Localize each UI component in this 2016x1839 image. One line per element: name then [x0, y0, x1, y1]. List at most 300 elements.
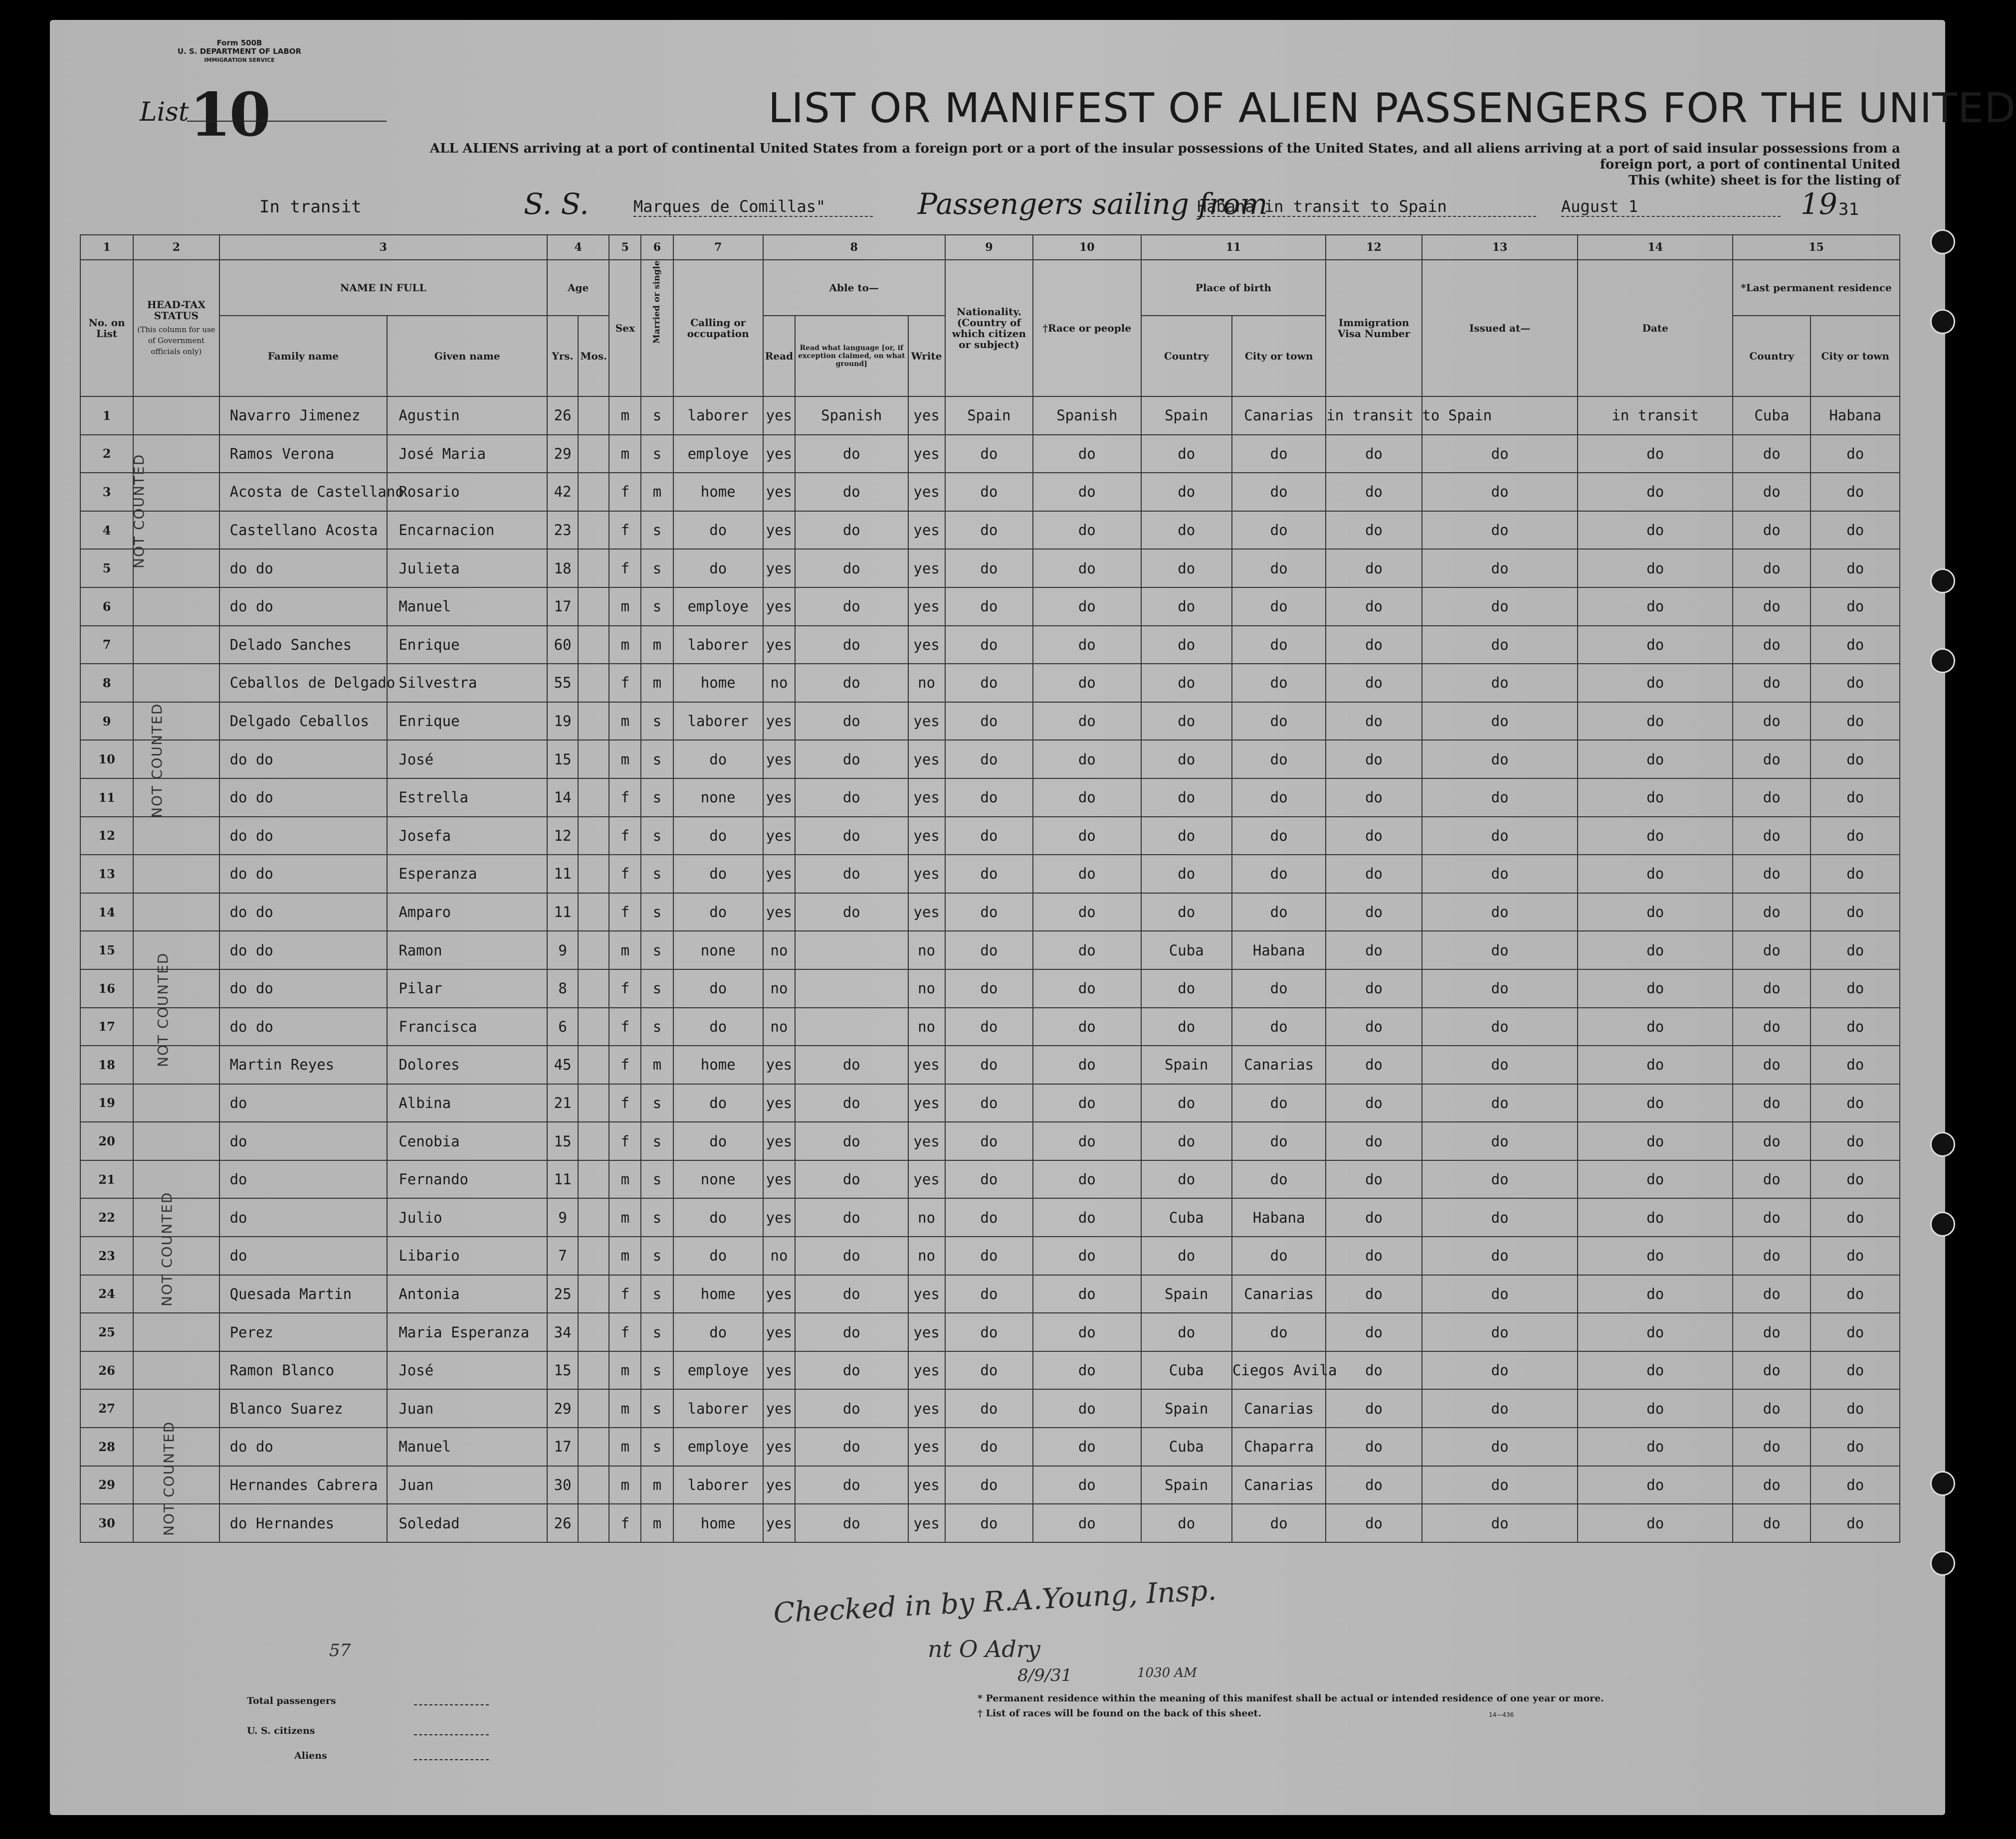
sex: f	[609, 778, 641, 817]
table-row	[80, 511, 1900, 550]
marital-status: m	[641, 626, 673, 664]
age-months	[578, 396, 609, 435]
race: do	[1033, 626, 1141, 664]
marital-status: m	[641, 1046, 673, 1084]
race: do	[1033, 1237, 1141, 1275]
family-name: do do	[219, 587, 388, 626]
birth-city: do	[1232, 473, 1326, 511]
row-number: 14	[80, 893, 133, 931]
age-years: 29	[547, 435, 578, 473]
age-months	[578, 702, 609, 740]
nationality: do	[945, 1122, 1033, 1160]
head-tax-note: (This column for use of Government officials only)	[137, 325, 215, 356]
given-name: Cenobia	[387, 1122, 547, 1160]
age-years: 19	[547, 702, 578, 740]
visa-number: do	[1326, 1008, 1421, 1046]
occupation: do	[673, 893, 763, 931]
race: Spanish	[1033, 396, 1141, 435]
residence-city: do	[1811, 778, 1900, 817]
head-tax-cell	[133, 587, 219, 626]
header-row-1	[80, 260, 1900, 316]
age-years: 21	[547, 1084, 578, 1122]
colnum: 1	[80, 235, 133, 260]
can-write: no	[908, 931, 945, 969]
given-name: Fernando	[387, 1160, 547, 1199]
birth-country: do	[1141, 1237, 1232, 1275]
table-row	[80, 702, 1900, 740]
birth-country: do	[1141, 740, 1232, 778]
read-language	[795, 969, 908, 1008]
binder-hole	[1930, 568, 1955, 593]
occupation: do	[673, 817, 763, 855]
visa-date: do	[1578, 511, 1733, 550]
race: do	[1033, 1084, 1141, 1122]
age-years: 9	[547, 1198, 578, 1237]
age-years: 45	[547, 1046, 578, 1084]
birth-city: Canarias	[1232, 1275, 1326, 1313]
can-write: yes	[908, 778, 945, 817]
given-name: Silvestra	[387, 664, 547, 702]
header-married	[641, 260, 673, 396]
marital-status: m	[641, 473, 673, 511]
marital-status: s	[641, 587, 673, 626]
family-name: Martin Reyes	[219, 1046, 388, 1084]
nationality: do	[945, 855, 1033, 893]
inspector-signature: Checked in by R.A.Young, Insp.	[772, 1574, 1217, 1630]
header-sex: Sex	[609, 260, 641, 396]
ship-name: Marques de Comillas"	[633, 197, 873, 217]
can-read: no	[763, 1237, 795, 1275]
read-language: do	[795, 1198, 908, 1237]
can-read: yes	[763, 1122, 795, 1160]
visa-date: do	[1578, 1504, 1733, 1542]
residence-city: do	[1811, 473, 1900, 511]
form-code: 14—436	[1489, 1711, 1514, 1718]
family-name: do	[219, 1122, 388, 1160]
sex: m	[609, 1237, 641, 1275]
read-language: do	[795, 1389, 908, 1428]
can-read: yes	[763, 702, 795, 740]
residence-city: do	[1811, 1428, 1900, 1466]
birth-country: do	[1141, 1313, 1232, 1351]
row-number: 10	[80, 740, 133, 778]
race: do	[1033, 435, 1141, 473]
residence-city: do	[1811, 1351, 1900, 1390]
issued-at: do	[1422, 1198, 1578, 1237]
birth-city: do	[1232, 587, 1326, 626]
visa-number: do	[1326, 511, 1421, 550]
age-months	[578, 626, 609, 664]
marital-status: s	[641, 778, 673, 817]
marital-status: s	[641, 396, 673, 435]
row-number: 13	[80, 855, 133, 893]
family-name: Acosta de Castellano	[219, 473, 388, 511]
residence-country: do	[1733, 1428, 1811, 1466]
can-write: yes	[908, 1084, 945, 1122]
visa-number: in transit to Spain	[1326, 396, 1421, 435]
visa-number: do	[1326, 1084, 1421, 1122]
can-write: yes	[908, 1351, 945, 1390]
residence-city: do	[1811, 1275, 1900, 1313]
residence-city: do	[1811, 626, 1900, 664]
residence-city: do	[1811, 1122, 1900, 1160]
page-subtitle	[419, 141, 1900, 188]
age-years: 42	[547, 473, 578, 511]
race: do	[1033, 778, 1141, 817]
birth-city: do	[1232, 435, 1326, 473]
can-write: no	[908, 1237, 945, 1275]
can-read: yes	[763, 817, 795, 855]
table-row	[80, 473, 1900, 511]
sex: m	[609, 1351, 641, 1390]
table-row	[80, 435, 1900, 473]
family-name: Ramon Blanco	[219, 1351, 388, 1390]
department-name: U. S. DEPARTMENT OF LABOR	[177, 47, 302, 56]
birth-country: Spain	[1141, 1275, 1232, 1313]
nationality: do	[945, 1237, 1033, 1275]
residence-country: do	[1733, 1160, 1811, 1199]
visa-date: do	[1578, 817, 1733, 855]
residence-city: do	[1811, 587, 1900, 626]
header-birth-country: Country	[1141, 316, 1232, 396]
header-mos: Mos.	[578, 316, 609, 396]
birth-city: Chaparra	[1232, 1428, 1326, 1466]
can-write: yes	[908, 1160, 945, 1199]
issued-at: do	[1422, 893, 1578, 931]
subtitle-line-1: ALL ALIENS arriving at a port of continental United States from a foreign port or a port of the insular possessions of the United States, and all aliens arriving at a port of said insular possessions from a foreign port, a port of continental United	[429, 141, 1900, 172]
sex: f	[609, 969, 641, 1008]
sex: f	[609, 1504, 641, 1542]
sex: m	[609, 702, 641, 740]
birth-country: do	[1141, 855, 1232, 893]
occupation: none	[673, 931, 763, 969]
head-tax-cell	[133, 931, 219, 969]
age-years: 7	[547, 1237, 578, 1275]
row-number: 28	[80, 1428, 133, 1466]
residence-country: do	[1733, 1504, 1811, 1542]
can-write: no	[908, 664, 945, 702]
sex: f	[609, 893, 641, 931]
binder-hole	[1930, 309, 1955, 334]
read-language: do	[795, 855, 908, 893]
birth-country: do	[1141, 1008, 1232, 1046]
age-months	[578, 740, 609, 778]
row-number: 4	[80, 511, 133, 550]
visa-number: do	[1326, 931, 1421, 969]
table-row	[80, 1351, 1900, 1390]
family-name: do Hernandes	[219, 1504, 388, 1542]
sex: f	[609, 664, 641, 702]
birth-country: do	[1141, 1122, 1232, 1160]
birth-city: do	[1232, 549, 1326, 587]
not-counted-stamp: NOT COUNTED	[155, 952, 171, 1067]
birth-country: Spain	[1141, 1389, 1232, 1428]
colnum: 14	[1578, 235, 1733, 260]
age-months	[578, 1428, 609, 1466]
row-number: 25	[80, 1313, 133, 1351]
can-write: yes	[908, 549, 945, 587]
visa-date: do	[1578, 1198, 1733, 1237]
given-name: José	[387, 740, 547, 778]
header-able-to: Able to—	[763, 260, 945, 316]
nationality: do	[945, 587, 1033, 626]
colnum: 6	[641, 235, 673, 260]
marital-status: s	[641, 1008, 673, 1046]
race: do	[1033, 1351, 1141, 1390]
given-name: Rosario	[387, 473, 547, 511]
residence-country: do	[1733, 1008, 1811, 1046]
read-language: do	[795, 1504, 908, 1542]
sex: m	[609, 1198, 641, 1237]
sex: f	[609, 549, 641, 587]
visa-date: do	[1578, 855, 1733, 893]
family-name: do	[219, 1237, 388, 1275]
birth-country: do	[1141, 435, 1232, 473]
residence-city: do	[1811, 1504, 1900, 1542]
age-years: 12	[547, 817, 578, 855]
age-years: 26	[547, 396, 578, 435]
occupation: employe	[673, 435, 763, 473]
family-name: Quesada Martin	[219, 1275, 388, 1313]
binder-hole	[1930, 1551, 1955, 1576]
given-name: Pilar	[387, 969, 547, 1008]
transit-status: In transit	[259, 197, 362, 217]
read-language: do	[795, 817, 908, 855]
sex: m	[609, 626, 641, 664]
head-tax-cell	[133, 855, 219, 893]
issued-at: do	[1422, 473, 1578, 511]
nationality: do	[945, 1198, 1033, 1237]
race: do	[1033, 1389, 1141, 1428]
can-write: yes	[908, 587, 945, 626]
row-number: 29	[80, 1466, 133, 1504]
birth-country: do	[1141, 1084, 1232, 1122]
family-name: Navarro Jimenez	[219, 396, 388, 435]
given-name: Amparo	[387, 893, 547, 931]
can-read: yes	[763, 740, 795, 778]
can-read: yes	[763, 1084, 795, 1122]
head-tax-cell	[133, 1237, 219, 1275]
family-name: Hernandes Cabrera	[219, 1466, 388, 1504]
age-years: 11	[547, 893, 578, 931]
birth-country: do	[1141, 969, 1232, 1008]
nationality: do	[945, 549, 1033, 587]
header-visa: Immigration Visa Number	[1326, 260, 1421, 396]
year-suffix: 31	[1838, 199, 1859, 219]
nationality: do	[945, 1428, 1033, 1466]
can-write: yes	[908, 1122, 945, 1160]
head-tax-cell	[133, 1351, 219, 1390]
row-number: 1	[80, 396, 133, 435]
marital-status: s	[641, 702, 673, 740]
nationality: do	[945, 778, 1033, 817]
given-name: Dolores	[387, 1046, 547, 1084]
row-number: 12	[80, 817, 133, 855]
visa-number: do	[1326, 893, 1421, 931]
total-passengers-line	[414, 1704, 489, 1705]
family-name: Blanco Suarez	[219, 1389, 388, 1428]
can-read: no	[763, 664, 795, 702]
residence-country: do	[1733, 1351, 1811, 1390]
given-name: Francisca	[387, 1008, 547, 1046]
occupation: do	[673, 1084, 763, 1122]
age-months	[578, 664, 609, 702]
row-number: 22	[80, 1198, 133, 1237]
sex: f	[609, 817, 641, 855]
sex: m	[609, 1160, 641, 1199]
head-tax-cell	[133, 626, 219, 664]
can-read: yes	[763, 1389, 795, 1428]
aliens-label: Aliens	[294, 1750, 327, 1761]
can-read: yes	[763, 626, 795, 664]
colnum: 15	[1733, 235, 1900, 260]
residence-city: do	[1811, 1198, 1900, 1237]
head-tax-cell	[133, 1046, 219, 1084]
can-read: yes	[763, 1046, 795, 1084]
residence-city: do	[1811, 931, 1900, 969]
row-number: 16	[80, 969, 133, 1008]
marital-status: s	[641, 1237, 673, 1275]
occupation: laborer	[673, 626, 763, 664]
visa-number: do	[1326, 435, 1421, 473]
visa-date: do	[1578, 1275, 1733, 1313]
list-number: 10	[190, 80, 269, 150]
occupation: do	[673, 969, 763, 1008]
header-res-country: Country	[1733, 316, 1811, 396]
marital-status: s	[641, 549, 673, 587]
can-read: yes	[763, 473, 795, 511]
race: do	[1033, 1313, 1141, 1351]
row-number: 15	[80, 931, 133, 969]
residence-country: do	[1733, 435, 1811, 473]
birth-city: Ciegos Avila	[1232, 1351, 1326, 1390]
ss-label: S. S.	[524, 187, 589, 221]
header-last-residence: *Last permanent residence	[1733, 260, 1900, 316]
binder-hole	[1930, 1471, 1955, 1496]
read-language: do	[795, 702, 908, 740]
residence-city: do	[1811, 664, 1900, 702]
can-write: yes	[908, 435, 945, 473]
age-months	[578, 1122, 609, 1160]
row-number: 11	[80, 778, 133, 817]
header-race: †Race or people	[1033, 260, 1141, 396]
header-place-of-birth: Place of birth	[1141, 260, 1326, 316]
residence-city: do	[1811, 1008, 1900, 1046]
can-read: no	[763, 931, 795, 969]
table-row	[80, 1313, 1900, 1351]
row-number: 24	[80, 1275, 133, 1313]
occupation: employe	[673, 1351, 763, 1390]
given-name: Ramon	[387, 931, 547, 969]
can-write: yes	[908, 1046, 945, 1084]
age-months	[578, 855, 609, 893]
visa-number: do	[1326, 626, 1421, 664]
visa-date: do	[1578, 1351, 1733, 1390]
issued-at: do	[1422, 1122, 1578, 1160]
occupation: home	[673, 473, 763, 511]
race: do	[1033, 511, 1141, 550]
family-name: do do	[219, 1008, 388, 1046]
form-number: Form 500B	[216, 38, 262, 47]
can-read: no	[763, 969, 795, 1008]
visa-number: do	[1326, 587, 1421, 626]
birth-city: do	[1232, 1504, 1326, 1542]
can-read: yes	[763, 511, 795, 550]
given-name: Manuel	[387, 1428, 547, 1466]
nationality: do	[945, 473, 1033, 511]
given-name: José Maria	[387, 435, 547, 473]
occupation: none	[673, 778, 763, 817]
family-name: do	[219, 1160, 388, 1199]
birth-city: Habana	[1232, 1198, 1326, 1237]
issued-at: do	[1422, 435, 1578, 473]
row-number: 3	[80, 473, 133, 511]
residence-country: do	[1733, 1313, 1811, 1351]
visa-number: do	[1326, 969, 1421, 1008]
head-tax-cell	[133, 664, 219, 702]
residence-city: do	[1811, 893, 1900, 931]
footnote-residence: * Permanent residence within the meaning of this manifest shall be actual or intended residence of one year or more.	[978, 1693, 1604, 1704]
visa-number: do	[1326, 1466, 1421, 1504]
row-number: 2	[80, 435, 133, 473]
birth-country: do	[1141, 702, 1232, 740]
nationality: do	[945, 969, 1033, 1008]
table-row	[80, 1084, 1900, 1122]
race: do	[1033, 1428, 1141, 1466]
sex: m	[609, 1428, 641, 1466]
head-tax-cell	[133, 1122, 219, 1160]
colnum: 13	[1422, 235, 1578, 260]
row-number: 20	[80, 1122, 133, 1160]
read-language: do	[795, 1237, 908, 1275]
year-prefix: 19	[1801, 187, 1837, 221]
race: do	[1033, 855, 1141, 893]
family-name: do do	[219, 549, 388, 587]
read-language: do	[795, 435, 908, 473]
can-write: yes	[908, 893, 945, 931]
occupation: do	[673, 855, 763, 893]
birth-city: do	[1232, 511, 1326, 550]
table-row	[80, 931, 1900, 969]
married-label: Married or single	[652, 260, 662, 344]
residence-country: do	[1733, 1237, 1811, 1275]
given-name: Enrique	[387, 702, 547, 740]
issued-at: do	[1422, 626, 1578, 664]
age-years: 34	[547, 1313, 578, 1351]
nationality: do	[945, 511, 1033, 550]
visa-number: do	[1326, 855, 1421, 893]
residence-country: do	[1733, 664, 1811, 702]
row-number: 27	[80, 1389, 133, 1428]
residence-country: do	[1733, 1389, 1811, 1428]
row-number: 7	[80, 626, 133, 664]
residence-country: do	[1733, 893, 1811, 931]
age-years: 14	[547, 778, 578, 817]
read-language: do	[795, 1313, 908, 1351]
marital-status: s	[641, 969, 673, 1008]
count-annotation: 57	[329, 1641, 351, 1660]
visa-number: do	[1326, 778, 1421, 817]
age-months	[578, 1275, 609, 1313]
issued-at: do	[1422, 1008, 1578, 1046]
age-months	[578, 1313, 609, 1351]
table-row	[80, 549, 1900, 587]
marital-status: s	[641, 740, 673, 778]
birth-city: do	[1232, 1313, 1326, 1351]
residence-city: do	[1811, 1389, 1900, 1428]
age-months	[578, 587, 609, 626]
can-write: yes	[908, 817, 945, 855]
